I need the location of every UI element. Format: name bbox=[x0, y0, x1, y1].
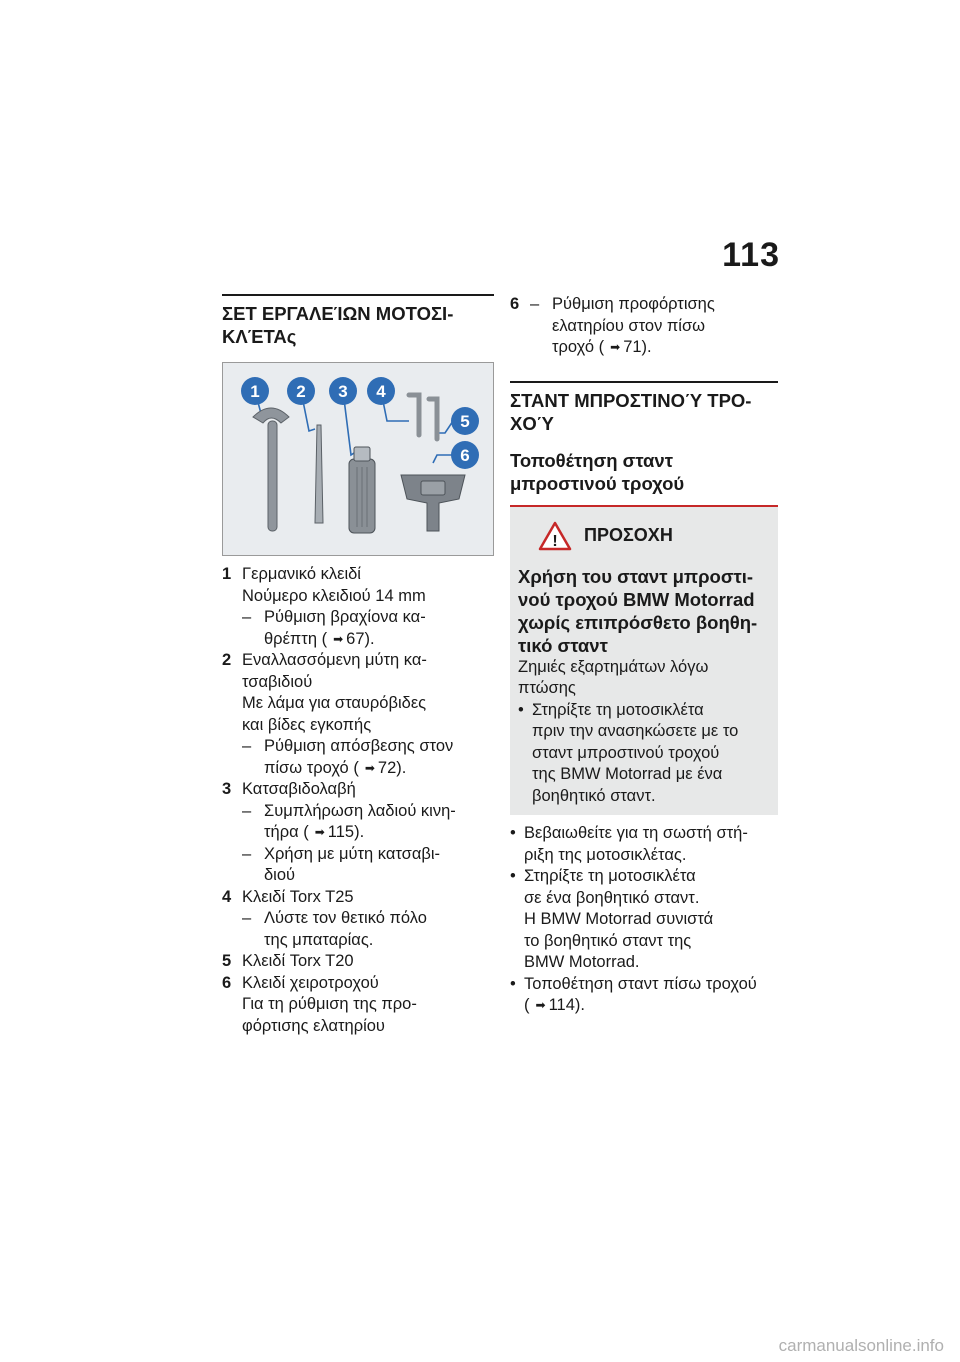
section-title-front-stand: ΣΤΑΝΤ ΜΠΡΟΣΤΙΝΟΎ ΤΡΟ- ΧΟΎ bbox=[510, 381, 778, 435]
toolkit-list bbox=[222, 564, 494, 1037]
toolkit-item-3-use-1: – Συμπλήρωση λαδιού κινη- τήρα ( ➡ 115). bbox=[242, 801, 494, 844]
toolkit-item-3-use-2: – Χρήση με μύτη κατσαβι- διού bbox=[242, 844, 441, 884]
toolkit-item-5: 5 Κλειδί Torx T20 bbox=[222, 952, 354, 970]
step-1: • Βεβαιωθείτε για τη σωστή στή- ριξη της μοτοσικλέτας. bbox=[510, 824, 748, 864]
toolkit-item-4: 4 Κλειδί Torx T25 bbox=[222, 887, 354, 906]
arrow-right-icon: ➡ bbox=[364, 760, 375, 775]
arrow-right-icon: ➡ bbox=[314, 825, 325, 839]
toolkit-item-1: 1 Γερμανικό κλειδί Νούμερο κλειδιού 14 mm bbox=[222, 565, 426, 605]
page-reference[interactable]: ( ➡ 72). bbox=[353, 759, 406, 777]
toolkit-illustration bbox=[223, 363, 493, 555]
right-column bbox=[510, 294, 778, 1017]
caution-consequence: Ζημιές εξαρτημάτων λόγω πτώσης bbox=[518, 657, 709, 697]
step-2: • Στηρίξτε τη μοτοσικλέτα σε ένα βοηθητικό σταντ. Η BMW Motorrad συνιστά το βοηθητικό σταντ της BMW Motorrad. bbox=[510, 867, 714, 971]
page-reference[interactable]: ( ➡ 67). bbox=[322, 630, 375, 648]
caution-hazard: Χρήση του σταντ μπροστι- νού τροχού BMW Motorrad χωρίς επιπρόσθετο βοηθη- τικό σταντ bbox=[518, 565, 758, 656]
toolkit-item-4-use: – Λύστε τον θετικό πόλο της μπαταρίας. bbox=[242, 909, 427, 949]
marker-3-label: 3 bbox=[338, 382, 348, 401]
section-title-toolkit: ΣΕΤ ΕΡΓΑΛΕΊΩΝ ΜΟΤΟΣΙ- ΚΛΈΤΑς bbox=[222, 294, 494, 348]
toolkit-item-2: 2 Εναλλασσόμενη μύτη κα- τσαβιδιού Με λάμα για σταυρόβιδες και βίδες εγκοπής bbox=[222, 651, 427, 734]
arrow-right-icon: ➡ bbox=[610, 340, 621, 354]
marker-2-label: 2 bbox=[296, 382, 306, 401]
page-reference[interactable]: ( ➡ 71). bbox=[599, 338, 652, 356]
marker-6-label: 6 bbox=[460, 446, 470, 465]
arrow-right-icon: ➡ bbox=[333, 631, 344, 646]
caution-measure: • Στηρίξτε τη μοτοσικλέτα πριν την ανασηκώσετε με το σταντ μπροστινού τροχού της BMW Motorrad με ένα βοηθητικό σταντ. bbox=[518, 700, 739, 805]
page-number: 113 bbox=[722, 236, 780, 274]
marker-5-label: 5 bbox=[460, 412, 470, 431]
arrow-right-icon: ➡ bbox=[535, 998, 546, 1012]
page-reference[interactable]: ( ➡ 114). bbox=[524, 996, 585, 1014]
toolkit-figure bbox=[222, 362, 494, 556]
warning-triangle-icon bbox=[538, 521, 572, 551]
page-reference[interactable]: ( ➡ 115). bbox=[303, 823, 364, 841]
toolkit-item-2-use: – Ρύθμιση απόσβεσης στον πίσω τροχό ( ➡ 72). bbox=[242, 736, 494, 779]
subsection-title: Τοποθέτηση σταντ μπροστινού τροχού bbox=[510, 449, 685, 494]
toolkit-item-6: 6 Κλειδί χειροτροχού Για τη ρύθμιση της προ- φόρτισης ελατηρίου bbox=[222, 973, 417, 1035]
caution-box bbox=[510, 505, 778, 816]
toolkit-item-3: 3 Κατσαβιδολαβή bbox=[222, 780, 356, 798]
caution-header bbox=[538, 521, 770, 551]
toolkit-item-6-continued: 6 – Ρύθμιση προφόρτισης ελατηρίου στον πίσω τροχό ( ➡ 71). bbox=[510, 294, 778, 359]
svg-text:!: ! bbox=[552, 532, 558, 550]
toolkit-item-1-use: – Ρύθμιση βραχίονα κα- θρέπτη ( ➡ 67). bbox=[242, 607, 494, 650]
marker-4-label: 4 bbox=[376, 382, 386, 401]
caution-title: ΠΡΟΣΟΧΗ bbox=[584, 525, 673, 545]
left-column bbox=[222, 294, 494, 1037]
marker-1-label: 1 bbox=[250, 382, 260, 401]
step-3: • Τοποθέτηση σταντ πίσω τροχού ( ➡ 114). bbox=[510, 974, 778, 1017]
footer-watermark: carmanualsonline.info bbox=[778, 1336, 944, 1355]
